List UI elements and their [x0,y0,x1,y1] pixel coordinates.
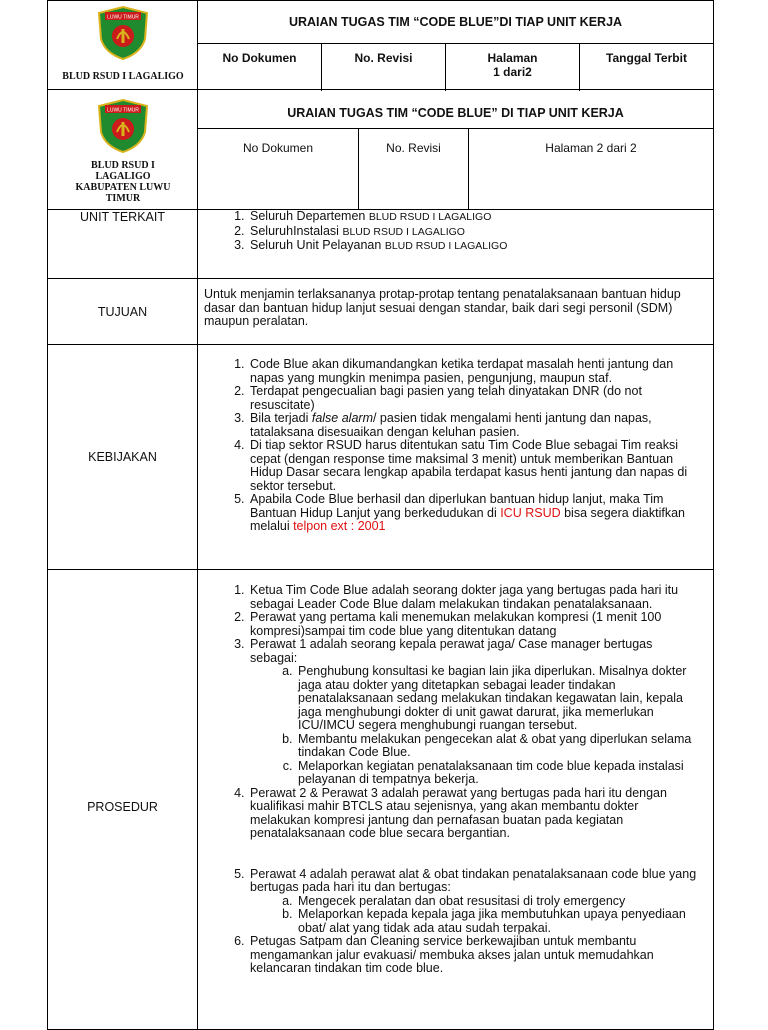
list-item: 1. Code Blue akan dikumandangkan ketika terdapat masalah henti jantung dan napas yang mungkin menimpa pasien, pengunjung, maupun staf. [248,358,699,385]
regency-emblem-icon [95,5,151,61]
kebijakan-label [48,345,198,569]
regency-emblem-icon [95,98,151,154]
no-revisi-label: No. Revisi [321,43,445,91]
unit-terkait-label [48,210,198,278]
list-item [248,239,713,254]
text-run: Perawat 1 adalah seorang kepala perawat jaga/ Case manager bertugas sebagai: [250,637,653,665]
halaman-line1: Halaman [487,51,538,65]
italic-text: false alarm [311,411,373,425]
halaman-line2: 1 dari2 [493,65,532,79]
unit-suffix: BLUD RSUD I LAGALIGO [368,211,492,223]
document-title: URAIAN TUGAS TIM “CODE BLUE” DI TIAP UNIT KERJA [198,90,713,129]
sub-list-item: b. Melaporkan kepada kepala jaga jika membutuhkan upaya penyediaan obat/ alat yang tidak ada atau sudah terpakai. [296,908,699,935]
label-text: TUJUAN [97,304,148,319]
sub-list-item: b. Membantu melakukan pengecekan alat & obat yang diperlukan selama tindakan Code Blue. [296,733,699,760]
list-item: 4. Di tiap sektor RSUD harus ditentukan satu Tim Code Blue sebagai Tim reaksi cepat (dengan response time maksimal 3 menit) untuk memberikan Bantuan Hidup Dasar secara lengkap apabila terdapat kasus henti jantung dan napas di sektor tersebut. [248,439,699,493]
text-run: Apabila Code Blue berhasil dan diperlukan bantuan hidup lanjut, maka Tim Bantuan Hidup Lanjut yang berkedudukan di [250,492,664,520]
sub-list-item: c. Melaporkan kegiatan penatalaksanaan tim code blue kepada instalasi pelayanan di tempatnya bekerja. [296,760,699,787]
no-dokumen-label: No Dokumen [242,141,314,155]
highlight-phone: telpon ext : 2001 [293,519,386,533]
text-run: Perawat 4 adalah perawat alat & obat tindakan penatalaksanaan code blue yang bertugas pada hari itu dan bertugas: [250,866,697,894]
row-prosedur [47,570,714,1030]
list-item: 2. Terdapat pengecualian bagi pasien yang telah dinyatakan DNR (do not resuscitate) [248,385,699,412]
sub-list [250,665,699,787]
text-run: / pasien tidak mengalami henti jantung dan napas, tatalaksana disesuaikan dengan keluhan pasien. [250,411,652,439]
kebijakan-list [198,358,699,534]
list-item [248,868,699,936]
hospital-name: BLUD RSUD I LAGALIGO [62,71,184,82]
hospital-name-block [48,160,198,204]
no-dokumen-label: No Dokumen [222,51,297,65]
list-item [248,210,713,225]
list-item [248,412,699,439]
unit-main: SeluruhInstalasi [250,223,339,238]
unit-list [198,210,713,254]
unit-terkait-content [198,210,713,254]
logo-cell [48,90,198,209]
halaman-label [445,43,579,91]
list-item: 2. Perawat yang pertama kali menemukan melakukan kompresi (1 menit 100 kompresi)sampai tim code blue yang ditentukan datang [248,611,699,638]
label-text: KEBIJAKAN [88,450,157,464]
no-revisi-label: No. Revisi [358,128,468,210]
tujuan-text: Untuk menjamin terlaksananya protap-protap tentang penatalaksanaan bantuan hidup dasar dan bantuan hidup lanjut sesuai dengan standar, baik dari segi personil (SDM) maupun peralatan. [204,287,681,328]
unit-suffix: BLUD RSUD I LAGALIGO [342,225,465,238]
list-item: 6. Petugas Satpam dan Cleaning service berkewajiban untuk membantu mengamankan jalur evakuasi/ membuka akses jalan untuk memudahkan kelancaran tindakan tim code blue. [248,935,699,976]
document-title: URAIAN TUGAS TIM “CODE BLUE”DI TIAP UNIT KERJA [198,1,713,44]
svg-text:LUWU TIMUR: LUWU TIMUR [107,107,139,114]
unit-main: Seluruh Departemen [250,209,366,223]
row-kebijakan [47,345,714,570]
list-item [248,225,713,240]
tujuan-label [48,279,198,344]
halaman-label: Halaman 2 dari 2 [468,128,713,210]
unit-suffix: BLUD RSUD I LAGALIGO [384,240,508,252]
unit-main: Seluruh Unit Pelayanan [250,238,382,252]
row-unit-terkait [47,210,714,279]
sub-list-item: a. Mengecek peralatan dan obat resusitasi di troly emergency [296,895,699,909]
sub-list [250,895,699,936]
text-run: Bila terjadi [250,411,312,425]
highlight-icu: ICU RSUD [500,505,561,520]
hospital-line: KABUPATEN LUWU [75,182,171,193]
list-item [248,493,699,534]
label-text: PROSEDUR [87,800,158,814]
kebijakan-content [198,358,713,534]
prosedur-list [198,584,699,976]
svg-text:LUWU TIMUR: LUWU TIMUR [107,14,139,21]
sub-list-item: a. Penghubung konsultasi ke bagian lain jika diperlukan. Misalnya dokter jaga atau dokter yang ditetapkan sebagai leader tindakan penatalaksanaan sedang melakukan tindakan kegawatan lain, kepala jaga menghubungi dokter di unit gawat darurat, jika memerlukan ICU/IMCU segera menghubungi ruangan tersebut. [296,665,699,733]
tanggal-terbit-label: Tanggal Terbit [579,43,713,91]
logo-cell [48,1,198,89]
list-item [248,638,699,787]
hospital-line: BLUD RSUD I [91,160,155,171]
label-text: UNIT TERKAIT [80,210,165,224]
prosedur-label [48,570,198,1029]
list-item: 4. Perawat 2 & Perawat 3 adalah perawat yang bertugas pada hari itu dengan kualifikasi mahir BTCLS atau sejenisnya, yang akan membantu dokter melakukan kompresi jantung dan pernafasan buatan pada kegiatan penatalaksanaan code blue secara bergantian. [248,787,699,841]
hospital-line: LAGALIGO [95,171,151,182]
text-run: bisa segera diaktifkan melalui [250,505,686,533]
hospital-line: TIMUR [105,193,141,204]
header-page1 [47,0,714,90]
list-item: 1. Ketua Tim Code Blue adalah seorang dokter jaga yang bertugas pada hari itu sebagai Leader Code Blue dalam melakukan tindakan penatalaksanaan. [248,584,699,611]
prosedur-content [198,584,713,976]
row-tujuan [47,279,714,345]
header-page2 [47,90,714,210]
